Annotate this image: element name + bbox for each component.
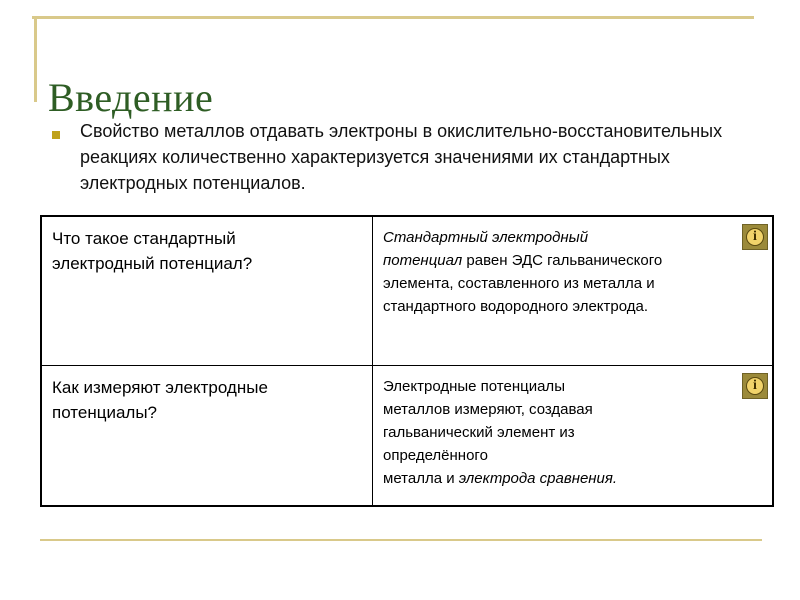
decorative-top-line [32,16,754,19]
question-cell: Что такое стандартный электродный потенциал? [42,217,373,365]
slide-title: Введение [48,75,214,120]
question-cell: Как измеряют электродные потенциалы? [42,366,373,505]
table-row [42,366,772,505]
decorative-bottom-line [40,539,762,541]
decorative-left-line [34,16,37,102]
info-button[interactable] [742,373,768,399]
info-button[interactable] [742,224,768,250]
info-icon: i [746,228,764,246]
intro-bullet-text: Свойство металлов отдавать электроны в окислительно-восстановительных реакциях количественно характеризуется значениями их стандартных электродных потенциалов. [80,121,723,193]
info-icon: i [746,377,764,395]
answer-cell: Электродные потенциалы металлов измеряют, создавая гальванический элемент из определённого металла и электрода сравнения. [383,378,618,487]
table-row [42,217,772,366]
qa-table [40,215,774,507]
bullet-square-icon [52,131,60,139]
answer-cell: Стандартный электродный потенциал равен ЭДС гальванического элемента, составленного из металла и стандартного водородного электрода. [383,229,663,315]
